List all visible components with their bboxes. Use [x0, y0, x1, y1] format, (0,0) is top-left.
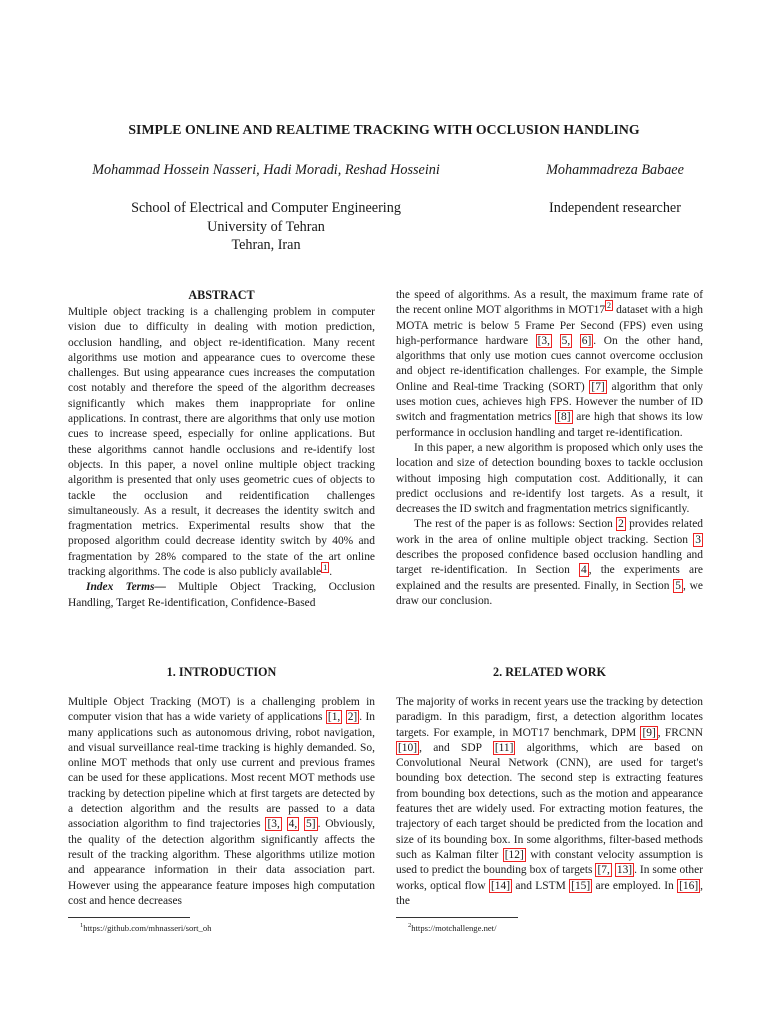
text: are employed. In [592, 879, 678, 892]
paragraph: In this paper, a new algorithm is proposed which only uses the location and size of detection bounding boxes to tackle occlusion without imposing high computation cost. Additionally, it can predict occlusions and re-identify lost targets. As a result, it decreases the ID switch and fragmentation metrics significantly. [396, 441, 703, 516]
text: provides related work in the area of online multiple object tracking. Section [396, 518, 703, 546]
related-work-body [396, 695, 703, 909]
citation-link[interactable]: [15] [571, 879, 591, 892]
right-column-top [396, 288, 703, 609]
citation-link[interactable]: 2] [347, 711, 358, 724]
footnote-right [408, 922, 496, 933]
text: The rest of the paper is as follows: Section [414, 518, 617, 531]
footnote-url[interactable]: https://motchallenge.net/ [411, 922, 497, 933]
citation-link[interactable]: [7, [597, 864, 610, 877]
abstract-text: Multiple object tracking is a challenging problem in computer vision due to difficulty in dealing with motion prediction, occlusion handling, and object re-identification. Many recent algorithms use motion and appearance cues to overcome these challenges. But using appearance cues increases the computation cost notably and therefore the speed of the algorithm decreases significantly which makes them inappropriate for online applications. In contrast, there are algorithms that only use motion cues to increase speed, especially for online applications. But these algorithms cannot handle occlusions and re-identify lost objects. In this paper, a novel online multiple object tracking algorithm is presented that only uses geometric cues of objects to tackle the occlusion and reidentification challenges simultaneously. As a result, it decreases the identity switch and fragmentation metrics. Experimental results show that the proposed algorithm could decrease identity switch by 40% and fragmentation by 28% compared to the state of the art online tracking algorithms. The code is also publicly available [68, 306, 375, 579]
section-link[interactable]: 3 [695, 533, 701, 546]
text: algorithms, which are based on Convolutional Neural Network (CNN), are used for target's bounding box detection. The second step is extracting features from bounding box detections, such as the motion and appearance features thet are widely used. For extracting motion features, the trajectory of each target should be predicted from the location and size of its bounding box. In some algorithms, filter-based methods such as Kalman filter [396, 741, 703, 861]
authors-left: Mohammad Hossein Nasseri, Hadi Moradi, Reshad Hosseini [92, 162, 440, 178]
section-link[interactable]: 2 [618, 518, 624, 531]
text: . Obviously, the quality of the detection algorithm significantly affects the result of the tracking algorithm. These algorithms utilize motion and appearance information in their data association part. However using the appearance feature imposes high computation cost and hence decreases [68, 818, 376, 907]
footnote-left [80, 922, 211, 933]
abstract-body [68, 305, 375, 611]
text: with constant velocity assumption is used to predict the bounding box of targets [396, 848, 703, 877]
authors-right: Mohammadreza Babaee [546, 162, 684, 178]
affiliation-right: Independent researcher [549, 200, 681, 216]
affiliation-line: School of Electrical and Computer Engineering [131, 200, 401, 216]
text: algorithm that only uses motion cues, achieves high FPS. However the number of ID switch and fragmentation metrics [396, 380, 703, 424]
text: . In many applications such as autonomous driving, robot navigation, and visual surveillance real-time tracking is highly demanded. So, online MOT methods that only use current and previous frames can be used for these applications. Most recent MOT methods use tracking by detection pipeline which at first targets are detected by a detection algorithm and the results are passed to a data association algorithm to find trajectories [68, 711, 375, 831]
text: , FRCNN [657, 726, 704, 739]
citation-link[interactable]: [14] [490, 879, 511, 892]
section-link[interactable]: 5 [675, 579, 682, 592]
introduction-heading: 1. INTRODUCTION [166, 665, 277, 679]
citation-link[interactable]: [1, [327, 711, 341, 724]
index-terms-text: Multiple Object Tracking, Occlusion Handling, Target Re-identification, Confidence-Based [68, 581, 375, 609]
text: , and SDP [419, 741, 493, 754]
affiliation-left [60, 199, 472, 255]
paragraph [396, 517, 703, 609]
paragraph [396, 288, 703, 441]
footnote-rule [68, 917, 190, 918]
abstract-paragraph: Multiple object tracking is a challenging problem in computer vision due to difficulty in dealing with motion prediction, occlusion handling, and object re-identification. Many recent algorithms use motion and appearance cues to overcome these challenges. But using appearance cues increases the computation cost notably and therefore the speed of the algorithm decreases significantly which makes them inappropriate for online applications. In contrast, there are algorithms that only use motion cues to increase speed, especially for online applications. But these algorithms cannot handle occlusions and re-identify lost objects. In this paper, a novel online multiple object tracking algorithm is presented that only uses geometric cues of objects to tackle the occlusion and reidentification challenges simultaneously. As a result, it decreases the identity switch and fragmentation metrics. Experimental results show that the proposed algorithm could decrease identity switch by 40% and fragmentation by 28% compared to the state of the art online tracking algorithms. The code is also publicly available $^1$ . [68, 306, 375, 579]
paragraph [68, 695, 375, 909]
text: describes the proposed confidence based occlusion handling and target re-identification. In Section [396, 549, 703, 577]
text: , the experiments are explained and the results are presented. Finally, in Section [396, 564, 703, 592]
footnote-mark: 1 [80, 922, 84, 929]
citation-link[interactable]: 4, [288, 818, 298, 831]
citation-link[interactable]: 5] [306, 818, 316, 831]
paper-title: SIMPLE ONLINE AND REALTIME TRACKING WITH OCCLUSION HANDLING [128, 122, 640, 137]
abstract-heading: ABSTRACT [188, 288, 255, 302]
section-link[interactable]: 4 [580, 564, 587, 577]
index-terms [68, 580, 375, 611]
text: Multiple Object Tracking (MOT) is a challenging problem in computer vision that has a wide variety of applications [68, 696, 375, 724]
text: dataset with a high MOTA metric is below 5 Frame Per Second (FPS) even using high-performance hardware [396, 304, 703, 347]
text: . On the other hand, algorithms that only use motion cues cannot overcome occlusion and object re-identification challenges. For example, the Simple Online and Real-time Tracking (SORT) [396, 334, 703, 393]
footnote-mark: 2 [408, 922, 412, 929]
footnote-rule [396, 917, 518, 918]
footnote-link[interactable]: 1 [323, 563, 328, 573]
affiliation-line: Tehran, Iran [231, 237, 301, 253]
text: . In some other works, optical flow [396, 864, 704, 892]
index-terms-label: Index Terms— [86, 581, 166, 594]
citation-link[interactable]: 6] [581, 334, 592, 347]
text: , we draw our conclusion. [396, 579, 704, 607]
text: , the [396, 879, 704, 907]
citation-link[interactable]: 5, [561, 334, 571, 347]
citation-link[interactable]: [12] [504, 848, 524, 861]
citation-link[interactable]: [7] [591, 380, 605, 393]
citation-link[interactable]: 13] [616, 864, 633, 877]
text: are high that shows its low performance in occlusion handling and target re-identification. [396, 411, 703, 439]
related-work-heading: 2. RELATED WORK [493, 665, 606, 679]
text: The majority of works in recent years use the tracking by detection paradigm. In this paradigm, first, a detection algorithm locates targets. For example, in MOT17 benchmark, DPM [396, 696, 703, 739]
footnote-link[interactable]: 2 [607, 301, 612, 311]
citation-link[interactable]: [11] [494, 741, 514, 754]
paragraph [396, 695, 703, 909]
text: and LSTM [512, 879, 570, 892]
citation-link[interactable]: [3, [537, 334, 551, 347]
citation-link[interactable]: [16] [679, 879, 699, 892]
text: the speed of algorithms. As a result, the maximum frame rate of the recent online MOT algorithms in MOT17 [396, 289, 703, 317]
affiliation-line: University of Tehran [207, 218, 325, 235]
citation-link[interactable]: [8] [557, 411, 571, 424]
citation-link[interactable]: [9] [642, 726, 656, 739]
footnote-url[interactable]: https://github.com/mhnasseri/sort_oh [83, 922, 212, 933]
introduction-body [68, 695, 375, 909]
citation-link[interactable]: [10] [398, 741, 418, 754]
citation-link[interactable]: [3, [267, 818, 280, 831]
